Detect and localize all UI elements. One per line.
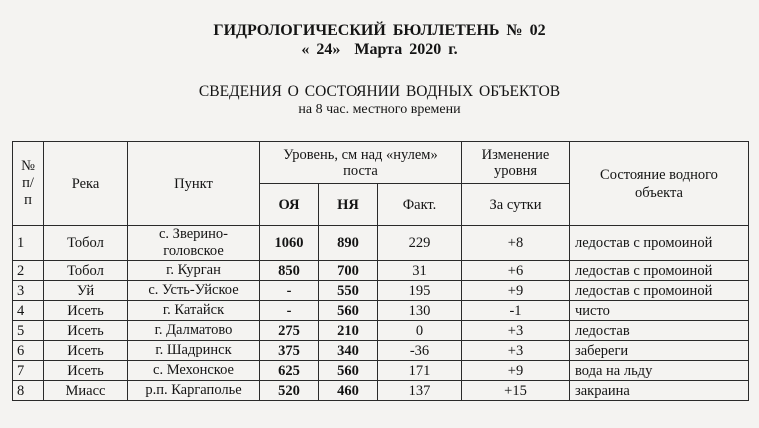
cell-state: закраина [570,381,749,401]
table-row [13,381,749,401]
cell-river: Исеть [44,361,128,381]
cell-num: 4 [13,301,44,321]
table-row [13,321,749,341]
header-nya: НЯ [319,184,378,226]
cell-nya: 460 [319,381,378,401]
cell-point: г. Шадринск [128,341,260,361]
cell-num: 6 [13,341,44,361]
cell-state: вода на льду [570,361,749,381]
cell-state: ледостав с промоиной [570,226,749,261]
cell-nya: 550 [319,281,378,301]
cell-state: забереги [570,341,749,361]
cell-num: 7 [13,361,44,381]
header-num: № п/ п [13,142,44,226]
cell-oya: 520 [260,381,319,401]
cell-point: г. Катайск [128,301,260,321]
cell-change: +8 [462,226,570,261]
cell-change: +3 [462,341,570,361]
cell-oya: 375 [260,341,319,361]
cell-oya: - [260,301,319,321]
cell-river: Миасс [44,381,128,401]
cell-fact: 31 [378,261,462,281]
cell-state: ледостав с промоиной [570,261,749,281]
cell-fact: 195 [378,281,462,301]
cell-river: Тобол [44,261,128,281]
cell-num: 8 [13,381,44,401]
header-level: Уровень, см над «нулем» поста [260,142,462,184]
cell-nya: 210 [319,321,378,341]
table-row [13,281,749,301]
cell-river: Исеть [44,341,128,361]
cell-nya: 340 [319,341,378,361]
header-point: Пункт [128,142,260,226]
cell-river: Тобол [44,226,128,261]
cell-point: с. Усть-Уйское [128,281,260,301]
cell-river: Исеть [44,301,128,321]
cell-nya: 560 [319,301,378,321]
cell-state: чисто [570,301,749,321]
cell-num: 5 [13,321,44,341]
header-per-day: За сутки [462,184,570,226]
cell-point: р.п. Каргаполье [128,381,260,401]
bulletin-date-day: « 24» [301,41,341,58]
bulletin-subtitle: СВЕДЕНИЯ О СОСТОЯНИИ ВОДНЫХ ОБЪЕКТОВ [198,83,561,100]
table-row [13,361,749,381]
cell-num: 1 [13,226,44,261]
table-row [13,301,749,321]
cell-river: Уй [44,281,128,301]
cell-point: с. Мехонское [128,361,260,381]
bulletin-date [0,41,759,59]
cell-fact: 229 [378,226,462,261]
cell-river: Исеть [44,321,128,341]
cell-oya: - [260,281,319,301]
cell-oya: 850 [260,261,319,281]
cell-fact: 0 [378,321,462,341]
cell-point: с. Зверино-головское [128,226,260,261]
header-river: Река [44,142,128,226]
cell-state: ледостав с промоиной [570,281,749,301]
cell-state: ледостав [570,321,749,341]
bulletin-date-month-year: Марта 2020 г. [354,41,458,58]
table-row [13,341,749,361]
cell-change: +9 [462,281,570,301]
cell-nya: 890 [319,226,378,261]
bulletin-time-note: на 8 час. местного времени [298,102,461,117]
cell-oya: 625 [260,361,319,381]
cell-oya: 275 [260,321,319,341]
cell-fact: 171 [378,361,462,381]
table-row [13,226,749,261]
table-body [13,226,749,401]
cell-change: -1 [462,301,570,321]
table-row [13,261,749,281]
cell-fact: 137 [378,381,462,401]
cell-fact: -36 [378,341,462,361]
cell-nya: 700 [319,261,378,281]
cell-num: 3 [13,281,44,301]
cell-nya: 560 [319,361,378,381]
bulletin-title: ГИДРОЛОГИЧЕСКИЙ БЮЛЛЕТЕНЬ № 02 [213,22,546,39]
cell-change: +9 [462,361,570,381]
header-fact: Факт. [378,184,462,226]
header-change: Изменение уровня [462,142,570,184]
cell-num: 2 [13,261,44,281]
cell-change: +15 [462,381,570,401]
header-oya: ОЯ [260,184,319,226]
cell-oya: 1060 [260,226,319,261]
water-objects-table [12,141,749,401]
table-header [13,142,749,226]
cell-point: г. Курган [128,261,260,281]
cell-change: +6 [462,261,570,281]
cell-change: +3 [462,321,570,341]
header-state: Состояние водного объекта [570,142,749,226]
cell-fact: 130 [378,301,462,321]
cell-point: г. Далматово [128,321,260,341]
